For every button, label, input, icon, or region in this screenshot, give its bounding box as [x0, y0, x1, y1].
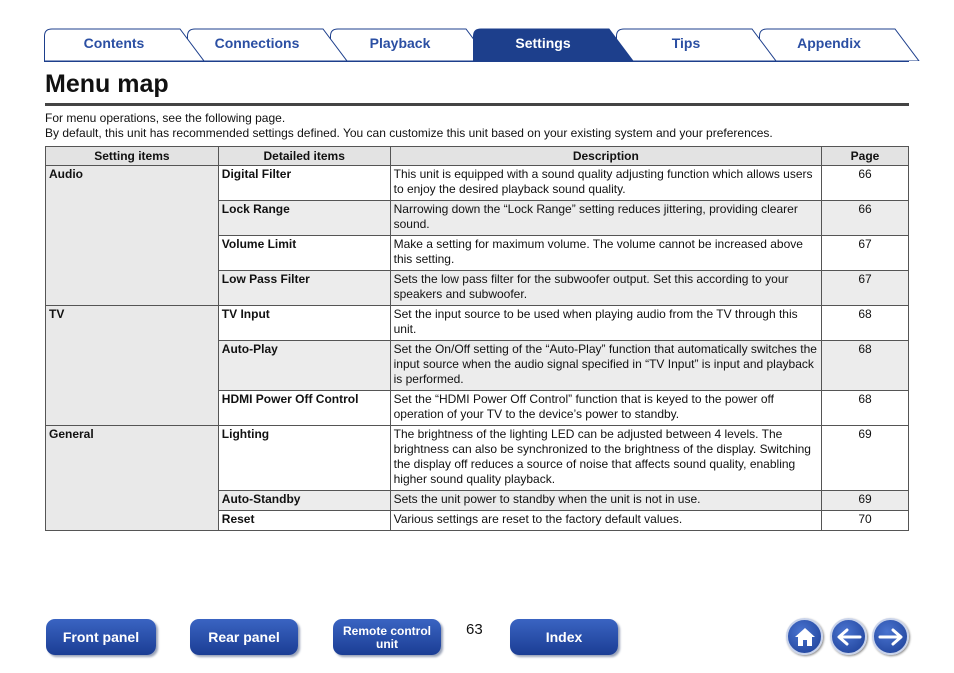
table-row	[46, 426, 909, 491]
page-number: 63	[466, 621, 483, 638]
tab-connections[interactable]	[187, 28, 349, 60]
remote-control-label-line2: unit	[376, 636, 398, 651]
page-ref[interactable]: 70	[822, 511, 909, 531]
home-button[interactable]	[786, 618, 823, 655]
detailed-item: Auto-Standby	[218, 491, 390, 511]
front-panel-button[interactable]	[46, 619, 156, 655]
page-ref[interactable]: 66	[822, 166, 909, 201]
detailed-item: Lock Range	[218, 201, 390, 236]
table-row	[46, 306, 909, 341]
detailed-item: Lighting	[218, 426, 390, 491]
tab-label: Tips	[671, 35, 701, 51]
index-label: Index	[545, 629, 583, 645]
tab-settings[interactable]	[473, 28, 635, 60]
setting-group-tv: TV	[46, 306, 219, 426]
table-row	[46, 166, 909, 201]
intro-text	[45, 111, 773, 141]
header-description: Description	[390, 147, 821, 166]
tab-contents[interactable]	[44, 28, 206, 60]
rear-panel-button[interactable]	[190, 619, 298, 655]
table-header-row	[46, 147, 909, 166]
item-description: Sets the unit power to standby when the unit is not in use.	[390, 491, 821, 511]
tab-tips[interactable]	[616, 28, 778, 60]
remote-control-button[interactable]	[333, 619, 441, 655]
intro-line-1: For menu operations, see the following page.	[45, 111, 286, 125]
tab-label: Contents	[83, 35, 145, 51]
header-page: Page	[822, 147, 909, 166]
tab-playback[interactable]	[330, 28, 492, 60]
item-description: Various settings are reset to the factory default values.	[390, 511, 821, 531]
intro-line-2: By default, this unit has recommended settings defined. You can customize this unit based on your existing system and your preferences.	[45, 126, 773, 140]
remote-control-label-line1: Remote control	[342, 623, 431, 638]
detailed-item: HDMI Power Off Control	[218, 391, 390, 426]
tab-appendix[interactable]	[759, 28, 921, 60]
index-button[interactable]	[510, 619, 618, 655]
detailed-item: Reset	[218, 511, 390, 531]
forward-button[interactable]	[872, 618, 909, 655]
detailed-item: Auto-Play	[218, 341, 390, 391]
home-icon	[793, 626, 817, 648]
item-description: Narrowing down the “Lock Range” setting reduces jittering, providing clearer sound.	[390, 201, 821, 236]
page-ref[interactable]: 68	[822, 391, 909, 426]
rear-panel-label: Rear panel	[208, 629, 280, 645]
item-description: Sets the low pass filter for the subwoofer output. Set this according to your speakers and subwoofer.	[390, 271, 821, 306]
page-ref[interactable]: 69	[822, 426, 909, 491]
detailed-item: Volume Limit	[218, 236, 390, 271]
item-description: The brightness of the lighting LED can be adjusted between 4 levels. The brightness can also be synchronized to the brightness of the display. Switching the display off reduces a source of noise that affects sound quality, enabling higher sound quality playback.	[390, 426, 821, 491]
setting-group-general: General	[46, 426, 219, 531]
title-divider	[45, 103, 909, 106]
header-setting-items: Setting items	[46, 147, 219, 166]
tab-label: Connections	[214, 35, 300, 51]
page-ref[interactable]: 67	[822, 271, 909, 306]
item-description: Set the input source to be used when playing audio from the TV through this unit.	[390, 306, 821, 341]
back-button[interactable]	[830, 618, 867, 655]
item-description: This unit is equipped with a sound quality adjusting function which allows users to enjoy the desired playback sound quality.	[390, 166, 821, 201]
item-description: Make a setting for maximum volume. The volume cannot be increased above this setting.	[390, 236, 821, 271]
item-description: Set the “HDMI Power Off Control” function that is keyed to the power off operation of your TV to the device’s power to standby.	[390, 391, 821, 426]
header-detailed-items: Detailed items	[218, 147, 390, 166]
page-ref[interactable]: 68	[822, 341, 909, 391]
menu-map-table	[45, 146, 909, 531]
page-ref[interactable]: 66	[822, 201, 909, 236]
detailed-item: Digital Filter	[218, 166, 390, 201]
tab-label: Appendix	[797, 35, 861, 51]
setting-group-audio: Audio	[46, 166, 219, 306]
detailed-item: Low Pass Filter	[218, 271, 390, 306]
tab-label: Settings	[515, 35, 571, 51]
front-panel-label: Front panel	[62, 629, 140, 645]
tab-label: Playback	[369, 35, 431, 51]
tab-bar	[44, 26, 909, 62]
page-title: Menu map	[45, 70, 169, 98]
table-body	[46, 166, 909, 531]
detailed-item: TV Input	[218, 306, 390, 341]
arrow-left-icon	[836, 627, 862, 647]
page-ref[interactable]: 67	[822, 236, 909, 271]
page-ref[interactable]: 69	[822, 491, 909, 511]
arrow-right-icon	[878, 627, 904, 647]
page-ref[interactable]: 68	[822, 306, 909, 341]
item-description: Set the On/Off setting of the “Auto-Play” function that automatically switches the input source when the audio signal specified in “TV Input” is input and playback is performed.	[390, 341, 821, 391]
